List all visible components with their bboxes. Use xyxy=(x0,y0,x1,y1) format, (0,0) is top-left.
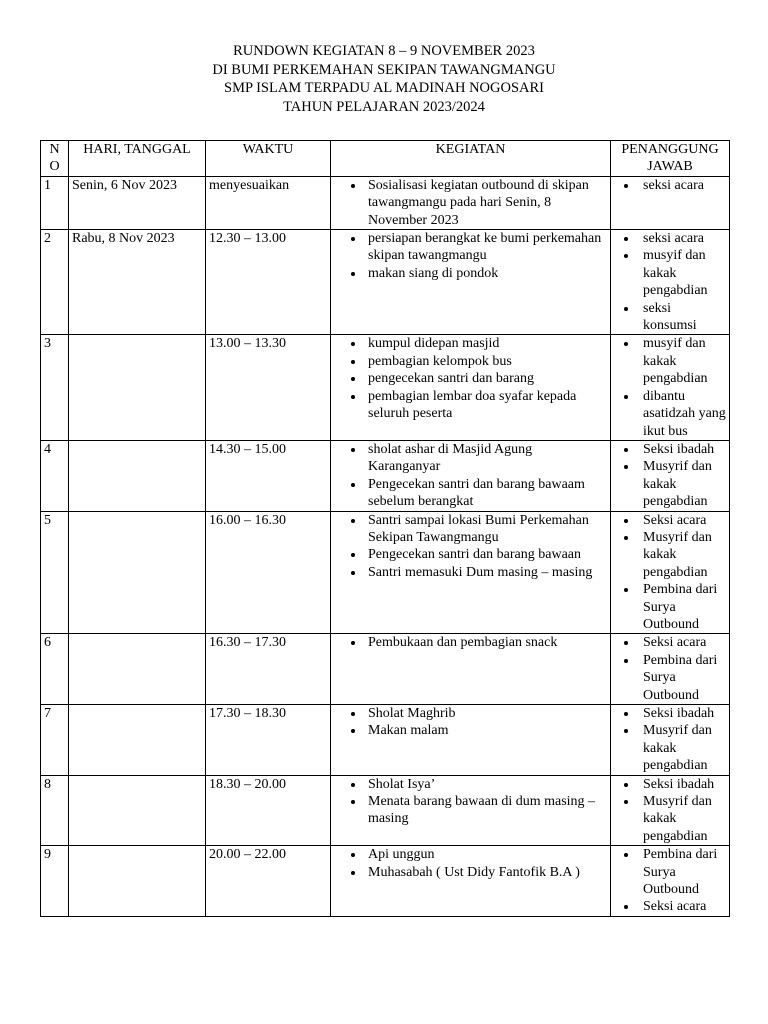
cell-no: 9 xyxy=(41,846,69,917)
cell-kegiatan xyxy=(331,230,611,335)
cell-hari-tanggal xyxy=(69,511,206,634)
table-row xyxy=(41,176,730,229)
cell-no: 8 xyxy=(41,775,69,846)
penanggung-jawab-list xyxy=(614,230,726,334)
kegiatan-item: Api unggun xyxy=(334,846,607,863)
header-penanggung-jawab: PENANGGUNG JAWAB xyxy=(611,141,730,177)
penanggung-jawab-list xyxy=(614,512,726,634)
penanggung-jawab-list xyxy=(614,776,726,846)
kegiatan-item: persiapan berangkat ke bumi perkemahan skipan tawangmangu xyxy=(334,230,607,265)
penanggung-jawab-item: musyif dan kakak pengabdian xyxy=(614,335,726,387)
header-waktu: WAKTU xyxy=(206,141,331,177)
cell-no: 2 xyxy=(41,230,69,335)
cell-kegiatan xyxy=(331,634,611,705)
kegiatan-item: Pembukaan dan pembagian snack xyxy=(334,634,607,651)
cell-penanggung-jawab xyxy=(611,846,730,917)
penanggung-jawab-list xyxy=(614,634,726,704)
penanggung-jawab-item: Musyrif dan kakak pengabdian xyxy=(614,793,726,845)
penanggung-jawab-item: Musyrif dan kakak pengabdian xyxy=(614,458,726,510)
cell-no: 5 xyxy=(41,511,69,634)
cell-hari-tanggal xyxy=(69,335,206,440)
table-row xyxy=(41,846,730,917)
penanggung-jawab-item: Musyrif dan kakak pengabdian xyxy=(614,529,726,581)
cell-waktu: 14.30 – 15.00 xyxy=(206,440,331,511)
kegiatan-item: Pengecekan santri dan barang bawaam sebelum berangkat xyxy=(334,476,607,511)
kegiatan-item: Muhasabah ( Ust Didy Fantofik B.A ) xyxy=(334,864,607,881)
cell-kegiatan xyxy=(331,775,611,846)
kegiatan-item: Pengecekan santri dan barang bawaan xyxy=(334,546,607,563)
cell-kegiatan xyxy=(331,705,611,776)
header-hari-tanggal: HARI, TANGGAL xyxy=(69,141,206,177)
penanggung-jawab-list xyxy=(614,335,726,439)
title-line: RUNDOWN KEGIATAN 8 – 9 NOVEMBER 2023 xyxy=(233,43,535,59)
kegiatan-item: Menata barang bawaan di dum masing – masing xyxy=(334,793,607,828)
penanggung-jawab-item: Musyrif dan kakak pengabdian xyxy=(614,722,726,774)
cell-hari-tanggal xyxy=(69,634,206,705)
cell-hari-tanggal: Rabu, 8 Nov 2023 xyxy=(69,230,206,335)
penanggung-jawab-list xyxy=(614,177,726,194)
penanggung-jawab-item: musyif dan kakak pengabdian xyxy=(614,247,726,299)
penanggung-jawab-item: Pembina dari Surya Outbound xyxy=(614,846,726,898)
table-row xyxy=(41,230,730,335)
cell-penanggung-jawab xyxy=(611,775,730,846)
cell-hari-tanggal xyxy=(69,440,206,511)
table-row xyxy=(41,705,730,776)
cell-penanggung-jawab xyxy=(611,335,730,440)
kegiatan-item: Sholat Maghrib xyxy=(334,705,607,722)
cell-kegiatan xyxy=(331,846,611,917)
document-title xyxy=(0,42,768,116)
cell-hari-tanggal xyxy=(69,775,206,846)
kegiatan-item: pembagian lembar doa syafar kepada seluruh peserta xyxy=(334,388,607,423)
cell-no: 4 xyxy=(41,440,69,511)
title-line: DI BUMI PERKEMAHAN SEKIPAN TAWANGMANGU xyxy=(212,61,556,78)
penanggung-jawab-list xyxy=(614,441,726,511)
kegiatan-item: pengecekan santri dan barang xyxy=(334,370,607,387)
cell-waktu: 13.00 – 13.30 xyxy=(206,335,331,440)
kegiatan-item: Santri sampai lokasi Bumi Perkemahan Sekipan Tawangmangu xyxy=(334,512,607,547)
table-row xyxy=(41,775,730,846)
kegiatan-item: Sholat Isya’ xyxy=(334,776,607,793)
penanggung-jawab-item: Seksi ibadah xyxy=(614,776,726,793)
kegiatan-list xyxy=(334,177,607,229)
cell-kegiatan xyxy=(331,176,611,229)
cell-penanggung-jawab xyxy=(611,440,730,511)
cell-no: 7 xyxy=(41,705,69,776)
table-row xyxy=(41,335,730,440)
cell-waktu: 16.30 – 17.30 xyxy=(206,634,331,705)
kegiatan-item: makan siang di pondok xyxy=(334,265,607,282)
penanggung-jawab-item: dibantu asatidzah yang ikut bus xyxy=(614,388,726,440)
penanggung-jawab-item: Seksi acara xyxy=(614,512,726,529)
cell-penanggung-jawab xyxy=(611,634,730,705)
kegiatan-list xyxy=(334,705,607,740)
kegiatan-item: kumpul didepan masjid xyxy=(334,335,607,352)
kegiatan-list xyxy=(334,634,607,651)
cell-hari-tanggal: Senin, 6 Nov 2023 xyxy=(69,176,206,229)
cell-penanggung-jawab xyxy=(611,230,730,335)
kegiatan-item: pembagian kelompok bus xyxy=(334,353,607,370)
rundown-table xyxy=(40,140,730,917)
table-row xyxy=(41,634,730,705)
title-line: SMP ISLAM TERPADU AL MADINAH NOGOSARI xyxy=(224,80,544,96)
cell-no: 3 xyxy=(41,335,69,440)
table-header-row xyxy=(41,141,730,177)
penanggung-jawab-item: Seksi acara xyxy=(614,634,726,651)
title-line: TAHUN PELAJARAN 2023/2024 xyxy=(283,98,485,115)
cell-waktu: 20.00 – 22.00 xyxy=(206,846,331,917)
table-row xyxy=(41,511,730,634)
penanggung-jawab-item: Seksi ibadah xyxy=(614,441,726,458)
cell-kegiatan xyxy=(331,511,611,634)
penanggung-jawab-item: Pembina dari Surya Outbound xyxy=(614,581,726,633)
header-no: N O xyxy=(41,141,69,177)
penanggung-jawab-item: seksi acara xyxy=(614,177,726,194)
kegiatan-list xyxy=(334,230,607,282)
penanggung-jawab-item: seksi acara xyxy=(614,230,726,247)
cell-no: 1 xyxy=(41,176,69,229)
cell-kegiatan xyxy=(331,335,611,440)
cell-waktu: 12.30 – 13.00 xyxy=(206,230,331,335)
penanggung-jawab-item: Seksi ibadah xyxy=(614,705,726,722)
cell-penanggung-jawab xyxy=(611,511,730,634)
kegiatan-item: Sosialisasi kegiatan outbound di skipan tawangmangu pada hari Senin, 8 November 2023 xyxy=(334,177,607,229)
table-row xyxy=(41,440,730,511)
cell-hari-tanggal xyxy=(69,846,206,917)
cell-penanggung-jawab xyxy=(611,176,730,229)
cell-waktu: menyesuaikan xyxy=(206,176,331,229)
kegiatan-item: sholat ashar di Masjid Agung Karanganyar xyxy=(334,441,607,476)
header-kegiatan: KEGIATAN xyxy=(331,141,611,177)
kegiatan-list xyxy=(334,512,607,582)
penanggung-jawab-item: Pembina dari Surya Outbound xyxy=(614,652,726,704)
cell-no: 6 xyxy=(41,634,69,705)
cell-kegiatan xyxy=(331,440,611,511)
kegiatan-list xyxy=(334,846,607,881)
kegiatan-item: Santri memasuki Dum masing – masing xyxy=(334,564,607,581)
kegiatan-list xyxy=(334,776,607,828)
cell-waktu: 17.30 – 18.30 xyxy=(206,705,331,776)
kegiatan-list xyxy=(334,441,607,511)
penanggung-jawab-list xyxy=(614,846,726,916)
cell-waktu: 18.30 – 20.00 xyxy=(206,775,331,846)
kegiatan-list xyxy=(334,335,607,422)
kegiatan-item: Makan malam xyxy=(334,722,607,739)
cell-penanggung-jawab xyxy=(611,705,730,776)
cell-hari-tanggal xyxy=(69,705,206,776)
penanggung-jawab-item: seksi konsumsi xyxy=(614,300,726,335)
penanggung-jawab-list xyxy=(614,705,726,775)
penanggung-jawab-item: Seksi acara xyxy=(614,898,726,915)
cell-waktu: 16.00 – 16.30 xyxy=(206,511,331,634)
